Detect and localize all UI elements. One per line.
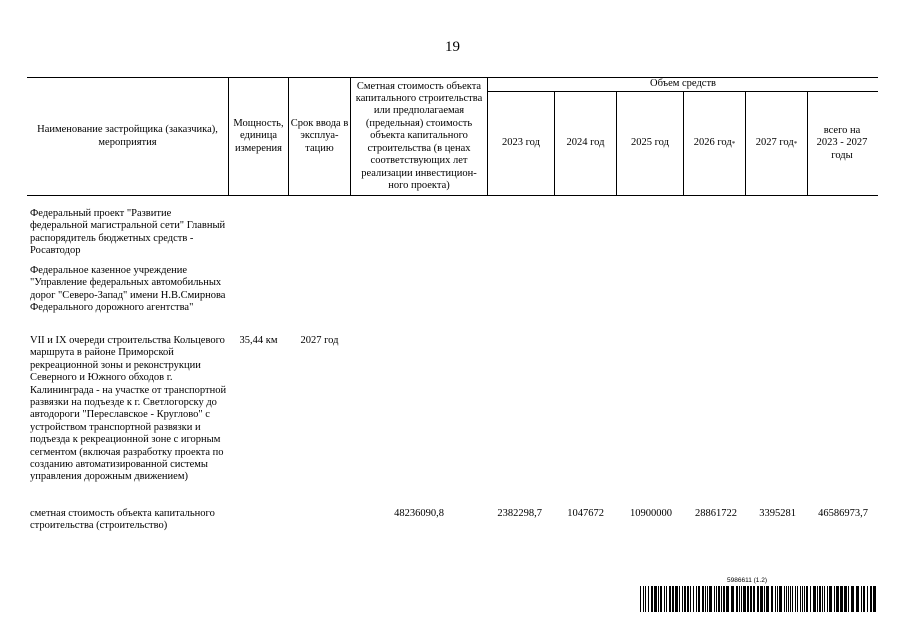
barcode-bar (753, 586, 755, 612)
barcode-bar (804, 586, 805, 612)
barcode-bar (741, 586, 742, 612)
row-object-capacity: 35,44 км (239, 335, 278, 346)
barcode-bar (693, 586, 694, 612)
header-total: всего на 2023 - 2027 годы (816, 124, 868, 161)
barcode-bar (786, 586, 787, 612)
barcode-bar (672, 586, 674, 612)
row-object-name: VII и IX очереди строительства Кольцевого маршрута в районе Приморской рекреационной зоны и реконструкции Северного и Южного обходов г. Калининграда - на участке от транспортной развязки на подъезде к г. Светлогорску до автодороги "Переславское - Круглово" с устройством транспортной развязки и подъезда к рекреационной зоне с игорным сегментом (включая разработку проекта по созданию автоматизированной системы управления дорожным движением) (30, 335, 227, 483)
barcode-bar (844, 586, 847, 612)
barcode-bar (707, 586, 708, 612)
header-term: Срок ввода в эксплуа-тацию (290, 117, 349, 154)
barcode-bar (870, 586, 872, 612)
barcode-bar (792, 586, 793, 612)
barcode-bar (747, 586, 749, 612)
cell-2026: 28861722 (695, 508, 737, 519)
barcode-bar (806, 586, 808, 612)
header-2026: 2026 год * (693, 137, 736, 149)
header-name: Наименование застройщика (заказчика), мероприятия (37, 124, 218, 148)
barcode-bar (723, 586, 725, 612)
barcode-bar (640, 586, 641, 612)
barcode-bar (682, 586, 683, 612)
header-2027: 2027 год * (755, 137, 798, 149)
column-divider (350, 78, 351, 195)
barcode-bar (790, 586, 791, 612)
header-2023: 2023 год (502, 137, 540, 149)
barcode-bar (651, 586, 653, 612)
header-2024: 2024 год (566, 137, 605, 149)
row-estimate-name: сметная стоимость объекта капитального строительства (строительство) (30, 508, 215, 532)
barcode-bar (779, 586, 782, 612)
barcode-bar (714, 586, 715, 612)
barcode-bar (771, 586, 773, 612)
barcode-bar (718, 586, 720, 612)
barcode-bar (813, 586, 816, 612)
barcode-bar (709, 586, 712, 612)
column-divider (807, 91, 808, 195)
barcode-bar (658, 586, 659, 612)
barcode-bar (669, 586, 671, 612)
barcode-bar (824, 586, 825, 612)
barcode-bar (666, 586, 667, 612)
barcode-bar (679, 586, 680, 612)
barcode-bar (660, 586, 662, 612)
barcode-bar (829, 586, 832, 612)
barcode-bar (736, 586, 738, 612)
header-estimate: Сметная стоимость объекта капитального строительства или предполагаемая (предельная) стоимость объекта капитального строительства (в ценах соответствующих лет реализации инвестицион-ного проекта) (355, 80, 483, 191)
barcode-bar (645, 586, 646, 612)
row-object-term: 2027 год (300, 335, 339, 346)
header-capacity: Мощность, единица измерения (233, 117, 284, 154)
barcode-bar (766, 586, 769, 612)
header-funding-group: Объем средств (649, 78, 716, 90)
barcode-bar (726, 586, 729, 612)
barcode-bar (716, 586, 717, 612)
barcode-bar (760, 586, 763, 612)
barcode-bar (654, 586, 657, 612)
barcode-bar (664, 586, 665, 612)
barcode-bar (757, 586, 759, 612)
barcode-bar (775, 586, 776, 612)
barcode-bar (743, 586, 746, 612)
cell-2024: 1047672 (567, 508, 604, 519)
cell-2023: 2382298,7 (497, 508, 542, 519)
barcode-bar (848, 586, 849, 612)
row-agency: Федеральное казенное учреждение "Управление федеральных автомобильных дорог "Северо-Запад" имени Н.В.Смирнова Федерального дорожного агентства" (30, 265, 226, 314)
barcode-bar (750, 586, 752, 612)
barcode-bar (800, 586, 801, 612)
barcode-number: 5986611 (1.2) (727, 577, 767, 584)
barcode-bar (702, 586, 704, 612)
barcode-bar (856, 586, 859, 612)
table-header (27, 77, 878, 196)
barcode-bar (863, 586, 865, 612)
row-federal-project: Федеральный проект "Развитие федеральной магистральной сети" Главный распорядитель бюджетных средств - Росавтодор (30, 208, 226, 257)
cell-2027: 3395281 (759, 508, 796, 519)
barcode-bar (836, 586, 839, 612)
barcode-bar (840, 586, 843, 612)
barcode-bar (687, 586, 689, 612)
barcode-bar (705, 586, 706, 612)
page-number: 19 (445, 39, 460, 55)
barcode-bar (643, 586, 644, 612)
barcode-bar (675, 586, 678, 612)
barcode-bar (867, 586, 868, 612)
barcode-bar (698, 586, 700, 612)
barcode-bar (817, 586, 818, 612)
barcode-bar (648, 586, 649, 612)
barcode-bar (802, 586, 803, 612)
barcode-bar (764, 586, 765, 612)
cell-total: 46586973,7 (818, 508, 868, 519)
barcode-bar (696, 586, 697, 612)
barcode-bar (873, 586, 876, 612)
barcode-bar (777, 586, 778, 612)
cell-2025: 10900000 (630, 508, 672, 519)
barcode-image (640, 586, 878, 612)
barcode-bar (827, 586, 828, 612)
barcode-bar (851, 586, 854, 612)
cell-estimate: 48236090,8 (394, 508, 444, 519)
barcode-bar (822, 586, 823, 612)
barcode-bar (861, 586, 862, 612)
barcode-bar (721, 586, 722, 612)
header-2025: 2025 год (631, 137, 669, 149)
barcode-bar (731, 586, 734, 612)
barcode-bar (797, 586, 798, 612)
barcode-bar (739, 586, 740, 612)
barcode-bar (819, 586, 821, 612)
barcode-bar (690, 586, 691, 612)
barcode-bar (834, 586, 835, 612)
barcode-bar (784, 586, 785, 612)
barcode-bar (795, 586, 796, 612)
barcode-bar (810, 586, 811, 612)
barcode-bar (788, 586, 789, 612)
barcode-bar (684, 586, 686, 612)
